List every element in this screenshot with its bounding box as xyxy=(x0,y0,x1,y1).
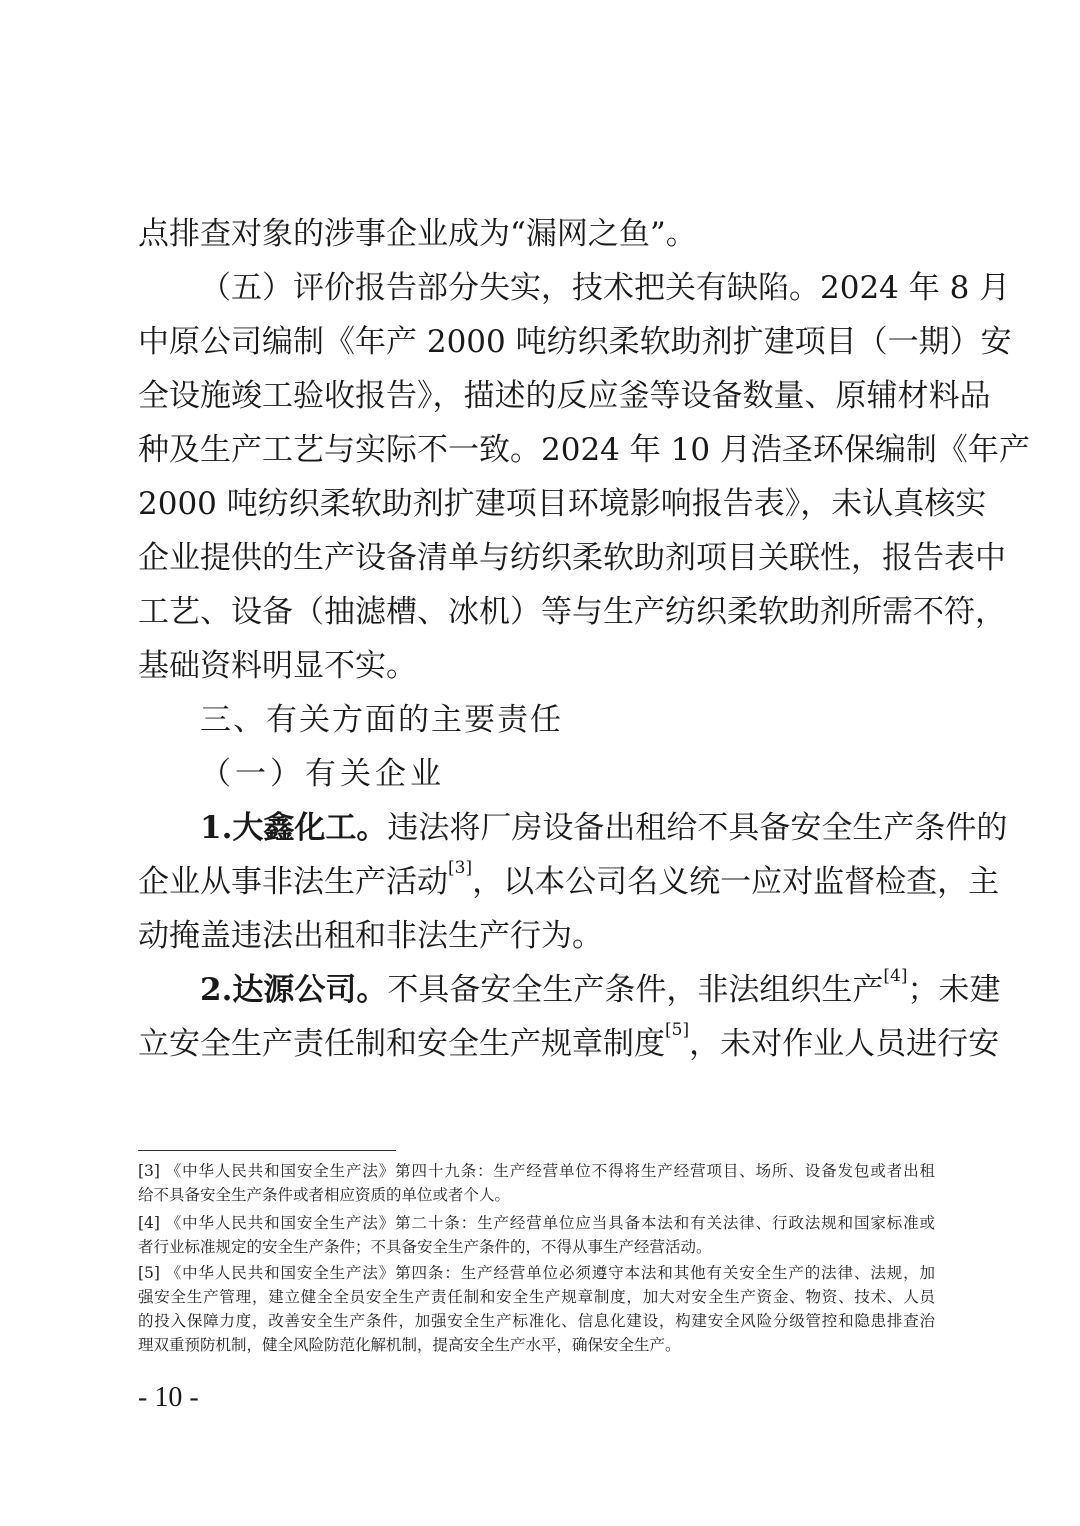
para5-line1-rest: 2024 年 8 月 xyxy=(820,270,1011,306)
item2-title: 2.达源公司。 xyxy=(200,972,388,1008)
footnote-line: 强安全生产管理，建立健全全员安全生产责任制和安全生产规章制度，加大对安全生产资金、物资、技术、人员 xyxy=(138,1288,935,1306)
footnote-ref[interactable]: [4] xyxy=(883,966,908,986)
item2-text: 立安全生产责任制和安全生产规章制度 xyxy=(138,1026,665,1062)
item1-title: 1.大鑫化工。 xyxy=(200,810,388,846)
body-line: 中原公司编制《年产 2000 吨纺织柔软助剂扩建项目（一期）安 xyxy=(138,324,1012,360)
body-line: 企业提供的生产设备清单与纺织柔软助剂项目关联性，报告表中 xyxy=(138,540,1006,576)
sub-heading: （一）有关企业 xyxy=(200,756,445,792)
item2-text: 不具备安全生产条件，非法组织生产 xyxy=(387,972,884,1008)
body-line: 点排查对象的涉事企业成为“漏网之鱼”。 xyxy=(138,216,697,252)
footnote-ref[interactable]: [5] xyxy=(665,1020,690,1040)
item1-line1-rest: 违法将厂房设备出租给不具备安全生产条件的 xyxy=(387,810,1008,846)
body-line: 基础资料明显不实。 xyxy=(138,648,417,684)
footnote-line: 者行业标准规定的安全生产条件；不具备安全生产条件的，不得从事生产经营活动。 xyxy=(138,1238,712,1256)
item1-text: ，以本公司名义统一应对监督检查，主 xyxy=(472,864,1000,900)
footnote-divider xyxy=(138,1150,396,1151)
body-line: 工艺、设备（抽滤槽、冰机）等与生产纺织柔软助剂所需不符， xyxy=(138,594,1006,630)
body-line: 种及生产工艺与实际不一致。2024 年 10 月浩圣环保编制《年产 xyxy=(138,432,1030,468)
footnote-line: 给不具备安全生产条件或者相应资质的单位或者个人。 xyxy=(138,1186,511,1204)
footnote-line: 的投入保障力度，改善安全生产条件，加强安全生产标准化、信息化建设，构建安全风险分级管控和隐患排查治 xyxy=(138,1312,935,1330)
item2-text: ；未建 xyxy=(907,972,1001,1008)
footnote-line: [4] 《中华人民共和国安全生产法》第二十条：生产经营单位应当具备本法和有关法律、行政法规和国家标准或 xyxy=(138,1214,935,1232)
item2-second-line xyxy=(138,1020,1000,1064)
body-line: 全设施竣工验收报告》，描述的反应釜等设备数量、原辅材料品 xyxy=(138,378,991,414)
footnote-ref[interactable]: [3] xyxy=(448,858,473,878)
item1-second-line xyxy=(138,858,1000,902)
section-heading: 三、有关方面的主要责任 xyxy=(200,702,563,738)
para5-heading: （五）评价报告部分失实，技术把关有缺陷。 xyxy=(200,270,820,306)
body-line: 2000 吨纺织柔软助剂扩建项目环境影响报告表》，未认真核实 xyxy=(138,486,987,522)
item2-first-line xyxy=(200,966,1001,1010)
footnote-line: 理双重预防机制，健全风险防范化解机制，提高安全生产水平，确保安全生产。 xyxy=(138,1336,681,1354)
page-number: - 10 - xyxy=(138,1382,199,1413)
body-line: 动掩盖违法出租和非法生产行为。 xyxy=(138,918,603,954)
footnote-line: [3] 《中华人民共和国安全生产法》第四十九条：生产经营单位不得将生产经营项目、场所、设备发包或者出租 xyxy=(138,1162,935,1180)
para5-first-line xyxy=(200,268,1011,308)
item2-text: ，未对作业人员进行安 xyxy=(689,1026,1000,1062)
item1-text: 企业从事非法生产活动 xyxy=(138,864,448,900)
item1-first-line xyxy=(200,808,1008,848)
footnote-line: [5] 《中华人民共和国安全生产法》第四条：生产经营单位必须遵守本法和其他有关安全生产的法律、法规，加 xyxy=(138,1264,935,1282)
